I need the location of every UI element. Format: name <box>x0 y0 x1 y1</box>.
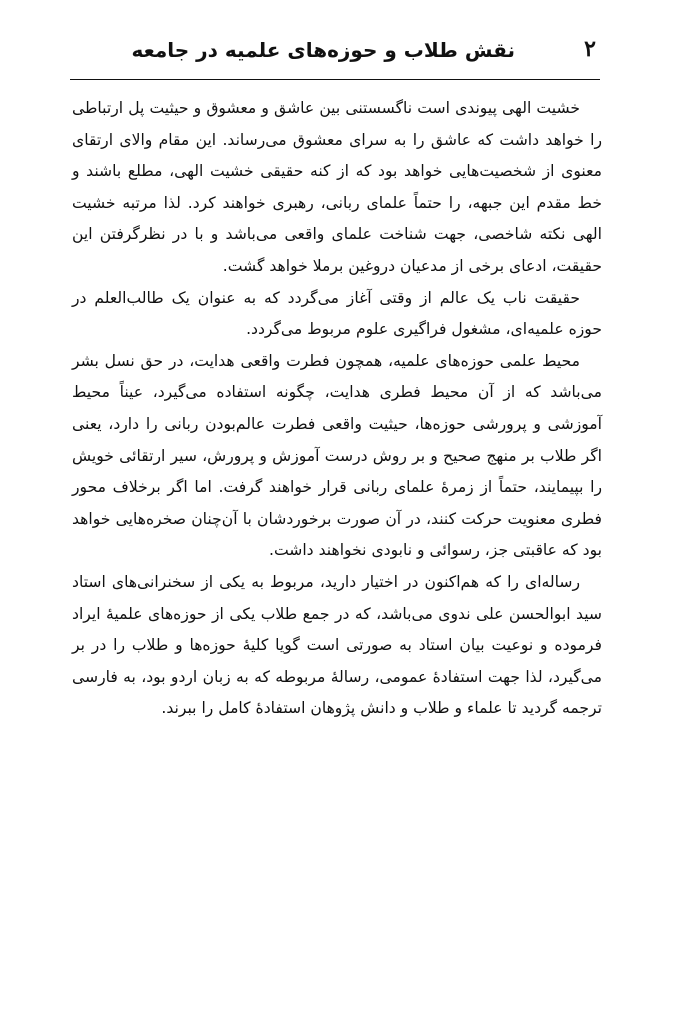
paragraph-4: رساله‌ای را که هم‌اکنون در اختیار دارید، مربوط به یکی از سخنرانی‌های استاد سید ابوالحسن علی ندوی می‌باشد، که در جمع طلاب یکی از حوزه‌های علمیۀ ایراد فرموده و نوعیت بیان استاد به صورتی است گویا کلیۀ حوزه‌ها و طلاب را در بر می‌گیرد، لذا جهت استفادۀ عمومی، رسالۀ مربوطه که به زبان اردو بود، به فارسی ترجمه گردید تا علماء و طلاب و دانش پژوهان استفادۀ کامل را ببرند. <box>72 572 602 718</box>
paragraph-1: خشیت الهی پیوندی است ناگسستنی بین عاشق و معشوق و حیثیت پل ارتباطی را خواهد داشت که عاشق را به سرای معشوق می‌رساند. این مقام والای ارتقای معنوی از شخصیت‌هایی خواهد بود که از کنه حقیقی خشیت الهی، مطلع باشند و خط مقدم این جبهه، را حتماً علمای ربانی، رهبری خواهند کرد. لذا مرتبه خشیت الهی نکته شاخصی، جهت شناخت علمای واقعی می‌باشد و با در نظرگرفتن این حقیقت، ادعای برخی از مدعیان دروغین برملا خواهد گشت. <box>72 99 602 275</box>
paragraph-2: حقیقت ناب یک عالم از وقتی آغاز می‌گردد که به عنوان یک طالب‌العلم در حوزه علمیه‌ای، مشغول فراگیری علوم مربوط می‌گردد. <box>72 288 602 339</box>
paragraph-3: محیط علمی حوزه‌های علمیه، همچون فطرت واقعی هدایت، در حق نسل بشر می‌باشد که از آن محیط فطری هدایت، چگونه استفاده می‌گیرد، عیناً محیط آموزشی و پرورشی حوزه‌ها، حیثیت واقعی فطرت عالم‌بودن ربانی را دارد، یعنی اگر طلاب بر منهج صحیح و بر روش درست آموزش و پرورش، سیر ارتقائی خویش را بپیمایند، حتماً از زمرۀ علمای ربانی قرار خواهند گرفت. اما اگر برخلاف محور فطری معنویت حرکت کنند، در آن صورت برخوردشان با آن‌چنان صخره‌هایی خواهد بود که عاقبتی جز، رسوائی و نابودی نخواهند داشت. <box>72 351 602 560</box>
page-number: ۲ <box>584 36 596 62</box>
header-divider <box>70 79 600 80</box>
running-header-title: نقش طلاب و حوزه‌های علمیه در جامعه <box>131 38 515 62</box>
body-text <box>72 93 602 725</box>
page-header <box>70 36 600 76</box>
